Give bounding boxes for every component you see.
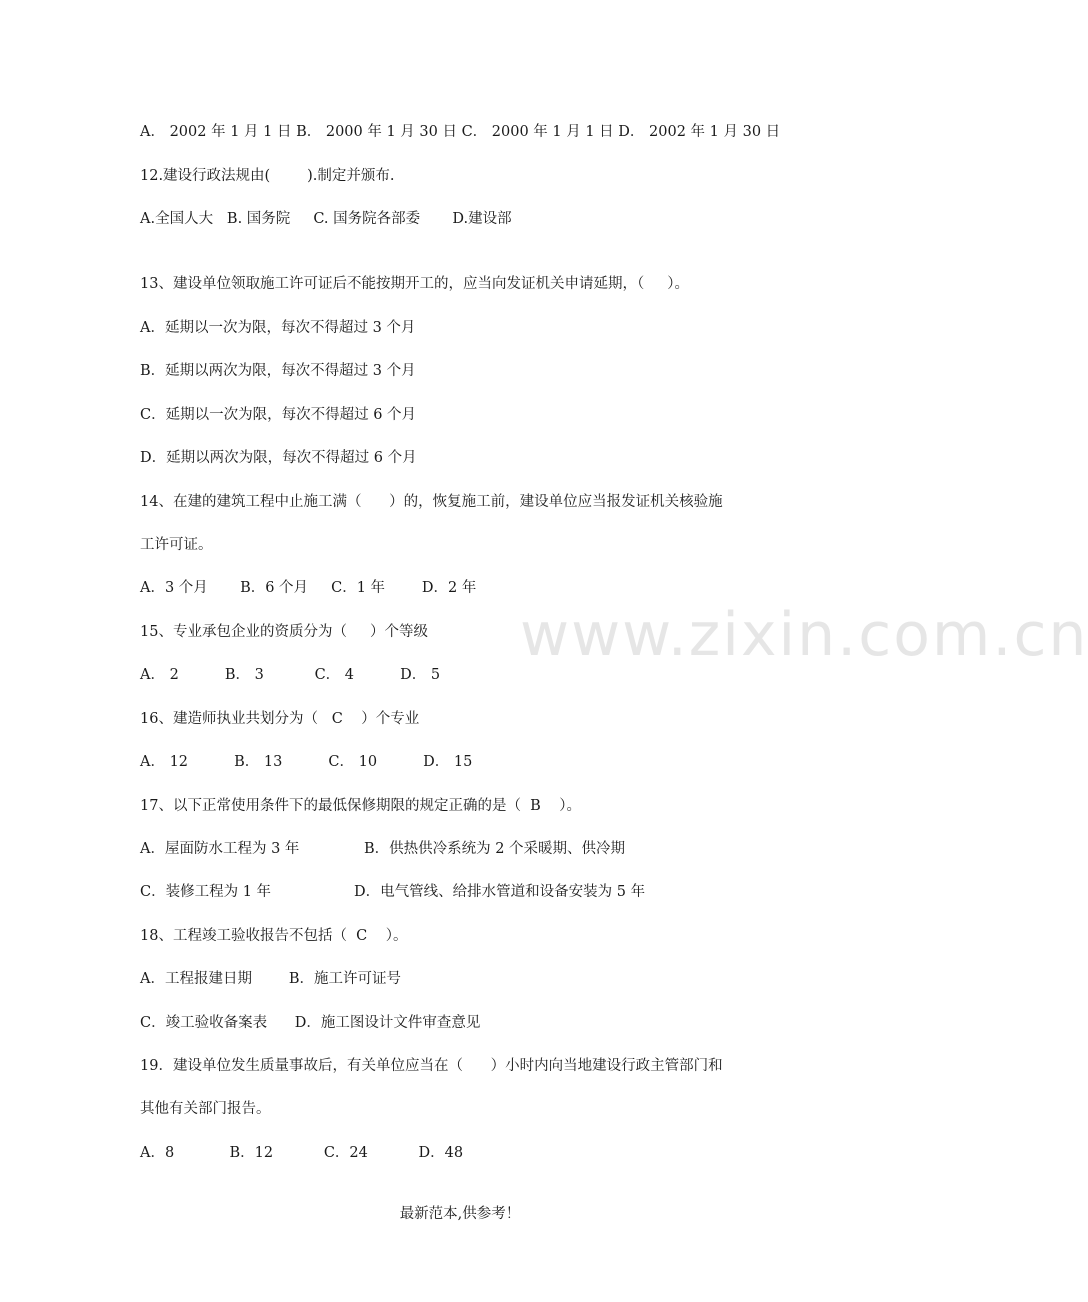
option-a-q13: A．延期以一次为限，每次不得超过 3 个月: [140, 320, 416, 336]
answer-options-q11: A． 2002 年 1 月 1 日 B． 2000 年 1 月 30 日 C． 2000 年 1 月 1 日 D． 2002 年 1 月 30 日: [140, 124, 781, 140]
question-14-cont: 工许可证。: [140, 537, 213, 553]
option-b-q13: B．延期以两次为限，每次不得超过 3 个月: [140, 363, 416, 379]
question-15: 15、专业承包企业的资质分为（ ）个等级: [140, 624, 428, 640]
option-c-q13: C．延期以一次为限，每次不得超过 6 个月: [140, 407, 417, 423]
answer-options-q12: A.全国人大 B. 国务院 C. 国务院各部委 D.建设部: [140, 211, 512, 227]
question-19-cont: 其他有关部门报告。: [140, 1101, 271, 1117]
page-footer: 最新范本,供参考！: [399, 1206, 521, 1222]
question-12: 12.建设行政法规由( ).制定并颁布.: [140, 168, 395, 184]
question-19: 19．建设单位发生质量事故后，有关单位应当在（ ）小时内向当地建设行政主管部门和: [140, 1058, 723, 1074]
answer-options-q19: A．8 B．12 C．24 D．48: [140, 1145, 464, 1161]
question-17: 17、以下正常使用条件下的最低保修期限的规定正确的是（ B ）。: [140, 798, 582, 814]
question-13: 13、建设单位领取施工许可证后不能按期开工的，应当向发证机关申请延期，（ ）。: [140, 276, 689, 292]
answer-options-q14: A．3 个月 B．6 个月 C．1 年 D．2 年: [140, 580, 477, 596]
question-16: 16、建造师执业共划分为（ C ）个专业: [140, 711, 420, 727]
watermark: www.zixin.com.cn: [520, 600, 1088, 670]
answer-options-q16: A． 12 B． 13 C． 10 D． 15: [140, 754, 473, 770]
option-d-q13: D．延期以两次为限，每次不得超过 6 个月: [140, 450, 417, 466]
answer-options-q15: A． 2 B． 3 C． 4 D． 5: [140, 667, 441, 683]
answer-options-q17-ab: A．屋面防水工程为 3 年 B．供热供冷系统为 2 个采暖期、供冷期: [140, 841, 626, 857]
question-14: 14、在建的建筑工程中止施工满（ ）的，恢复施工前，建设单位应当报发证机关核验施: [140, 494, 723, 510]
answer-options-q17-cd: C．装修工程为 1 年 D．电气管线、给排水管道和设备安装为 5 年: [140, 884, 646, 900]
question-18: 18、工程竣工验收报告不包括（ C ）。: [140, 928, 408, 944]
answer-options-q18-ab: A．工程报建日期 B．施工许可证号: [140, 971, 401, 987]
answer-options-q18-cd: C．竣工验收备案表 D．施工图设计文件审查意见: [140, 1015, 481, 1031]
